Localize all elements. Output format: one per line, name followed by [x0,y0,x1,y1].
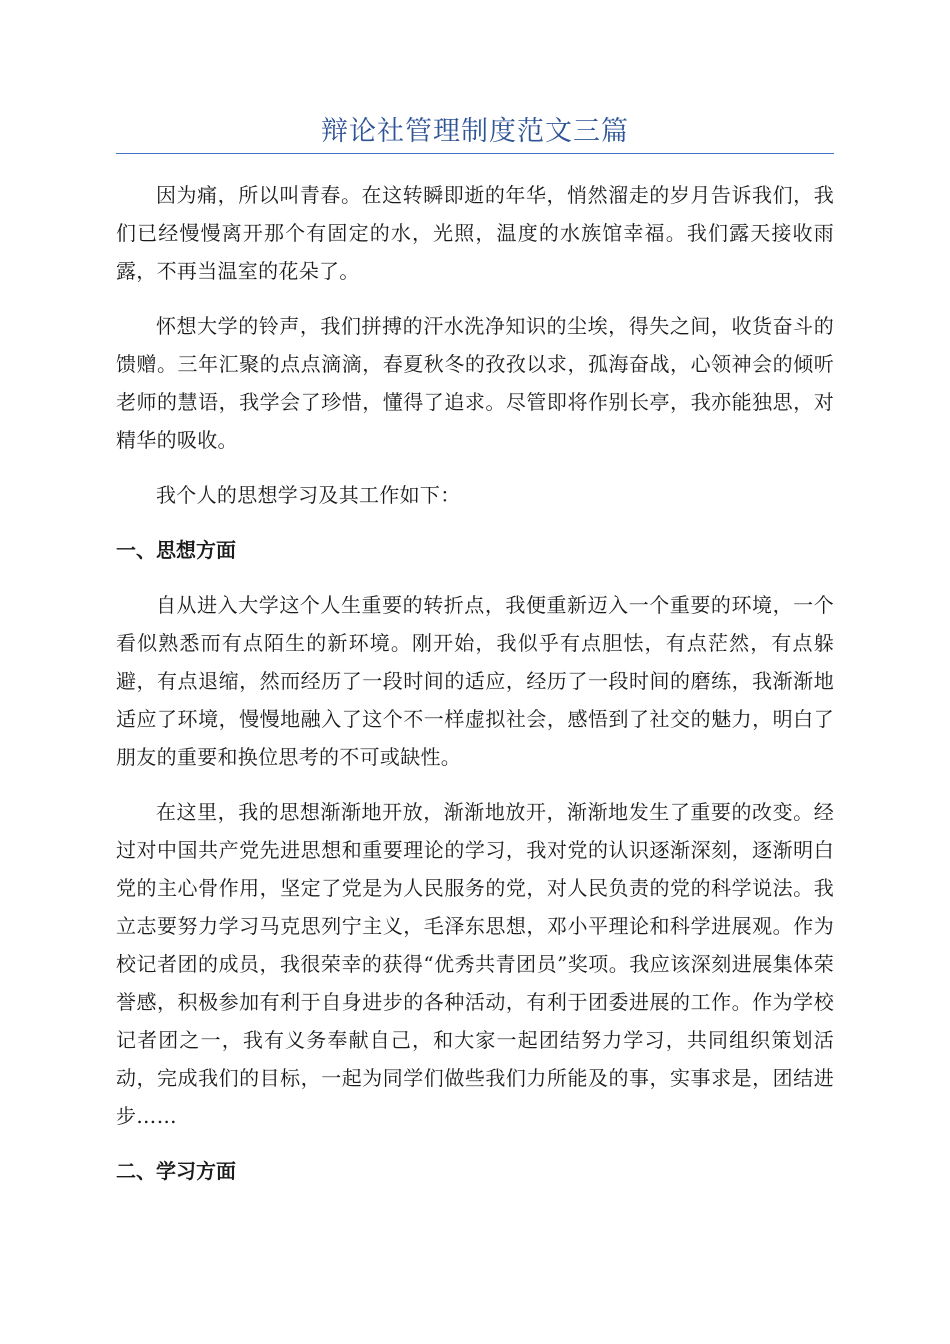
document-title: 辩论社管理制度范文三篇 [321,116,629,147]
paragraph-3: 我个人的思想学习及其工作如下： [156,483,461,507]
section-heading-2: 二、学习方面 [116,1159,236,1183]
title-underline [116,153,834,154]
paragraph-2: 怀想大学的铃声，我们拼搏的汗水洗净知识的尘埃，得失之间，收货奋斗的馈赠。三年汇聚的点点滴滴，春夏秋冬的孜孜以求，孤海奋战，心领神会的倾听老师的慧语，我学会了珍惜，懂得了追求。尽管即将作别长亭，我亦能独思，对精华的吸收。 [116,314,834,452]
document-body [116,176,834,1207]
section-heading-1: 一、思想方面 [116,538,236,562]
paragraph-4: 自从进入大学这个人生重要的转折点，我便重新迈入一个重要的环境，一个看似熟悉而有点陌生的新环境。刚开始，我似乎有点胆怯，有点茫然，有点躲避，有点退缩，然而经历了一段时间的适应，经历了一段时间的磨练，我渐渐地适应了环境，慢慢地融入了这个不一样虚拟社会，感悟到了社交的魅力，明白了朋友的重要和换位思考的不可或缺性。 [116,593,834,769]
paragraph-1: 因为痛，所以叫青春。在这转瞬即逝的年华，悄然溜走的岁月告诉我们，我们已经慢慢离开那个有固定的水，光照，温度的水族馆幸福。我们露天接收雨露，不再当温室的花朵了。 [116,183,834,283]
paragraph-5: 在这里，我的思想渐渐地开放，渐渐地放开，渐渐地发生了重要的改变。经过对中国共产党先进思想和重要理论的学习，我对党的认识逐渐深刻，逐渐明白党的主心骨作用，坚定了党是为人民服务的党，对人民负责的党的科学说法。我立志要努力学习马克思列宁主义，毛泽东思想，邓小平理论和科学进展观。作为校记者团的成员，我很荣幸的获得“优秀共青团员”奖项。我应该深刻进展集体荣誉感，积极参加有利于自身进步的各种活动，有利于团委进展的工作。作为学校记者团之一，我有义务奉献自己，和大家一起团结努力学习，共同组织策划活动，完成我们的目标，一起为同学们做些我们力所能及的事，实事求是，团结进步…… [116,800,834,1128]
